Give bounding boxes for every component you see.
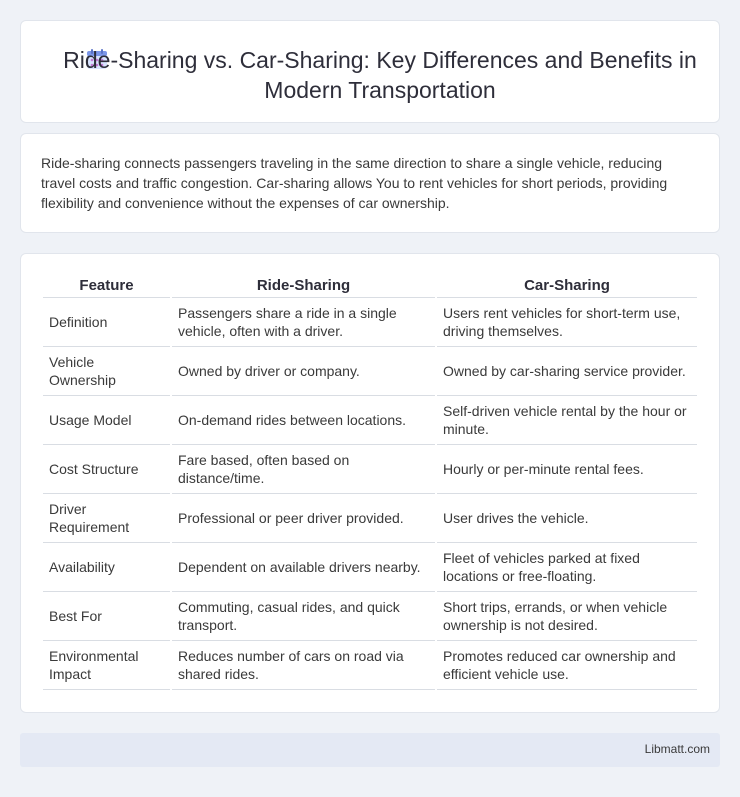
ride-sharing-cell: Dependent on available drivers nearby. (172, 543, 435, 592)
feature-cell: Best For (43, 592, 170, 641)
intro-text: Ride-sharing connects passengers traveling in the same direction to share a single vehicle, reducing travel costs and traffic congestion. Car-sharing allows You to rent vehicles for short periods, providing flexibility and convenience without the expenses of car ownership. (41, 155, 668, 211)
car-sharing-cell: Short trips, errands, or when vehicle ownership is not desired. (437, 592, 697, 641)
table-row (43, 396, 697, 445)
table-row (43, 543, 697, 592)
car-sharing-cell: Fleet of vehicles parked at fixed locations or free-floating. (437, 543, 697, 592)
ride-sharing-cell: Passengers share a ride in a single vehicle, often with a driver. (172, 298, 435, 347)
car-sharing-cell: Owned by car-sharing service provider. (437, 347, 697, 396)
column-header-ride-sharing: Ride-Sharing (172, 274, 435, 298)
footer-bar (20, 733, 720, 767)
intro-card (20, 133, 720, 233)
ride-sharing-cell: Professional or peer driver provided. (172, 494, 435, 543)
car-sharing-cell: Users rent vehicles for short-term use, driving themselves. (437, 298, 697, 347)
feature-cell: Cost Structure (43, 445, 170, 494)
table-header-row (43, 274, 697, 298)
ride-sharing-cell: Owned by driver or company. (172, 347, 435, 396)
comparison-table (41, 274, 699, 690)
footer-source: Libmatt.com (644, 742, 710, 756)
table-row (43, 298, 697, 347)
car-sharing-cell: Self-driven vehicle rental by the hour or minute. (437, 396, 697, 445)
car-sharing-cell: Promotes reduced car ownership and efficient vehicle use. (437, 641, 697, 690)
title-card (20, 20, 720, 123)
column-header-feature: Feature (43, 274, 170, 298)
column-header-car-sharing: Car-Sharing (437, 274, 697, 298)
feature-cell: Driver Requirement (43, 494, 170, 543)
feature-cell: Usage Model (43, 396, 170, 445)
ride-sharing-cell: Reduces number of cars on road via shared rides. (172, 641, 435, 690)
ride-sharing-cell: Commuting, casual rides, and quick transport. (172, 592, 435, 641)
car-sharing-cell: Hourly or per-minute rental fees. (437, 445, 697, 494)
feature-cell: Availability (43, 543, 170, 592)
ride-sharing-cell: On-demand rides between locations. (172, 396, 435, 445)
table-row (43, 641, 697, 690)
table-row (43, 592, 697, 641)
feature-cell: Vehicle Ownership (43, 347, 170, 396)
car-sharing-cell: User drives the vehicle. (437, 494, 697, 543)
feature-cell: Environmental Impact (43, 641, 170, 690)
table-row (43, 347, 697, 396)
page-title: Ride-Sharing vs. Car-Sharing: Key Differences and Benefits in Modern Transportation (63, 47, 697, 103)
table-row (43, 445, 697, 494)
table-row (43, 494, 697, 543)
ride-sharing-cell: Fare based, often based on distance/time. (172, 445, 435, 494)
feature-cell: Definition (43, 298, 170, 347)
comparison-card (20, 253, 720, 713)
